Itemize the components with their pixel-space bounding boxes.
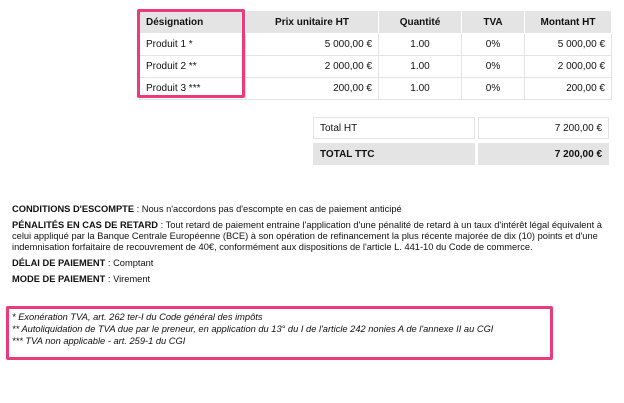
cell-prix: 2 000,00 € — [246, 56, 379, 78]
cell-montant: 2 000,00 € — [525, 56, 612, 78]
header-tva: TVA — [462, 11, 525, 34]
header-quantite: Quantité — [379, 11, 462, 34]
delai-text: : Comptant — [105, 258, 154, 268]
penalites-text: : Tout retard de paiement entraine l'application d'une pénalité de retard à un taux d'intérêt légal équivalent à celui appliqué par la Banque Centrale Européenne (BCE) à son opération de refinancement la plus récente majorée de dix (10) points et d'une indemnisation forfaitaire de recouvrement de 40€, conformément aux dispositions de l'article L. 441-10 du Code de commerce. — [12, 220, 602, 252]
cell-quantite: 1.00 — [379, 56, 462, 78]
cell-quantite: 1.00 — [379, 78, 462, 100]
delai-label: DÉLAI DE PAIEMENT — [12, 258, 106, 268]
condition-mode — [12, 274, 612, 285]
cell-designation: Produit 2 ** — [140, 56, 246, 78]
total-ttc-label: TOTAL TTC — [313, 143, 475, 165]
header-montant: Montant HT — [525, 11, 612, 34]
mode-text: : Virement — [105, 274, 151, 284]
total-ttc-row — [313, 143, 609, 165]
condition-penalites — [12, 220, 612, 253]
designation-highlight-box — [137, 9, 245, 98]
footnote-1: * Exonération TVA, art. 262 ter-I du Code général des impôts — [12, 312, 263, 322]
penalites-label: PÉNALITÉS EN CAS DE RETARD — [12, 220, 159, 230]
footnote-2: ** Autoliquidation de TVA due par le preneur, en application du 13° du I de l'article 242 nonies A de l'annexe II au CGI — [12, 324, 494, 334]
escompte-label: CONDITIONS D'ESCOMPTE — [12, 204, 135, 214]
payment-conditions — [12, 204, 612, 290]
total-ttc-value: 7 200,00 € — [478, 143, 609, 165]
cell-tva: 0% — [462, 34, 525, 56]
condition-escompte — [12, 204, 612, 215]
total-ht-label: Total HT — [313, 117, 475, 139]
cell-montant: 5 000,00 € — [525, 34, 612, 56]
cell-designation: Produit 3 *** — [140, 78, 246, 100]
header-designation: Désignation — [140, 11, 246, 34]
cell-tva: 0% — [462, 78, 525, 100]
total-ht-row — [313, 117, 609, 139]
mode-label: MODE DE PAIEMENT — [12, 274, 106, 284]
cell-montant: 200,00 € — [525, 78, 612, 100]
footnote-3: *** TVA non applicable - art. 259-1 du CGI — [12, 336, 186, 346]
escompte-text: : Nous n'accordons pas d'escompte en cas de paiement anticipé — [134, 204, 402, 214]
cell-tva: 0% — [462, 56, 525, 78]
total-ht-value: 7 200,00 € — [478, 117, 609, 139]
totals-table — [310, 113, 612, 169]
cell-prix: 5 000,00 € — [246, 34, 379, 56]
footnotes-highlight-box — [6, 306, 553, 360]
header-prix-unitaire: Prix unitaire HT — [246, 11, 379, 34]
cell-quantite: 1.00 — [379, 34, 462, 56]
cell-designation: Produit 1 * — [140, 34, 246, 56]
condition-delai — [12, 258, 612, 269]
cell-prix: 200,00 € — [246, 78, 379, 100]
